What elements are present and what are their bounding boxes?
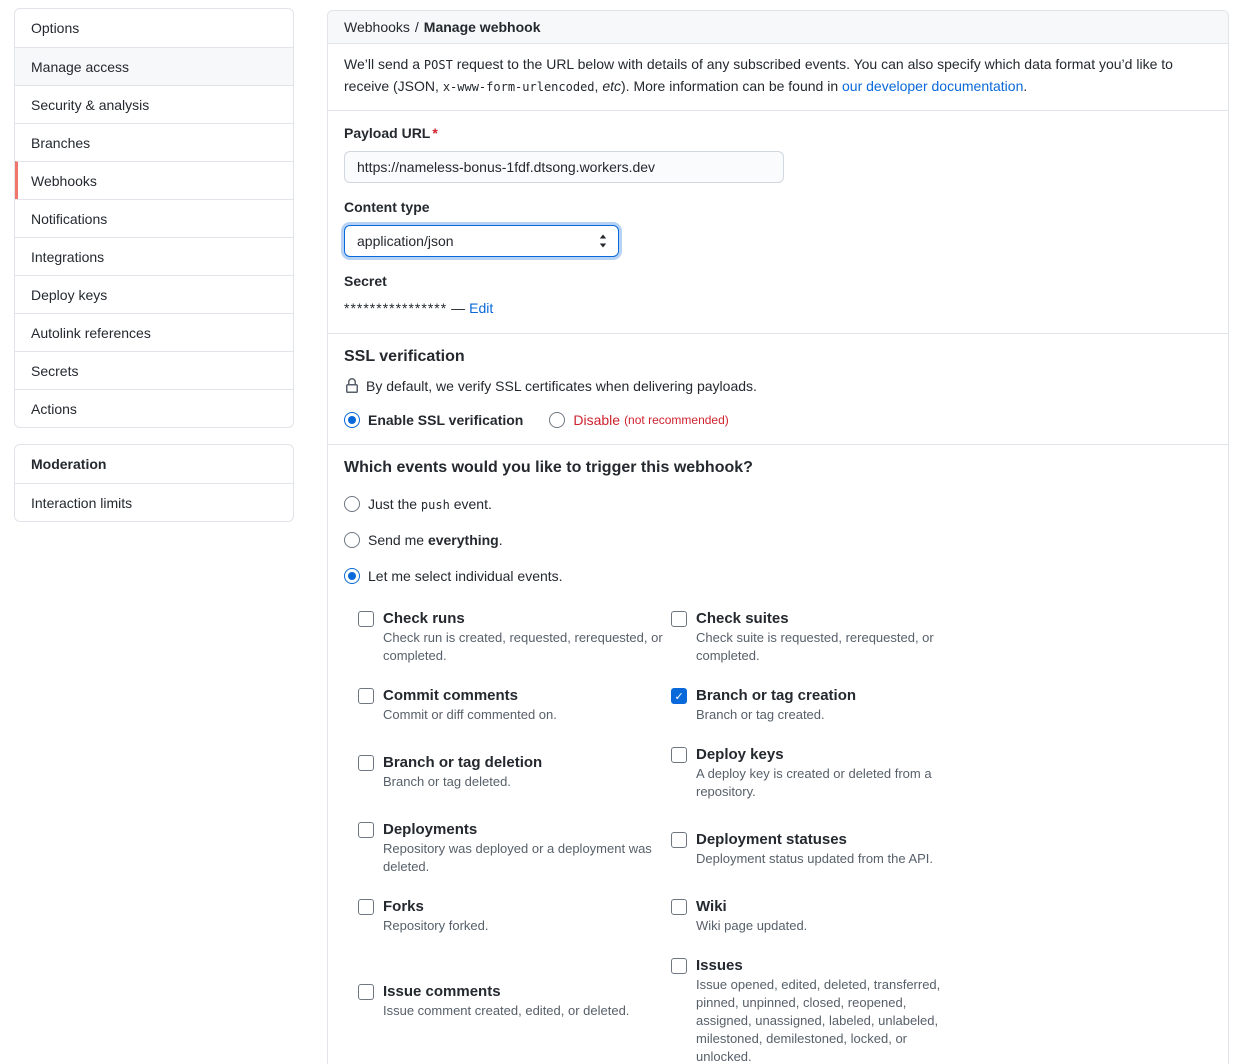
event-item-issues xyxy=(671,955,971,1064)
just-push-option xyxy=(344,493,1212,514)
payload-url-label xyxy=(344,123,1212,143)
wiki-checkbox[interactable] xyxy=(671,899,687,915)
sidebar-item-integrations[interactable] xyxy=(15,237,293,275)
sidebar-moderation-header xyxy=(15,445,293,483)
intro-text: ). More information can be found in xyxy=(621,78,843,94)
push-code: push xyxy=(420,497,450,512)
sidebar-item-label: Secrets xyxy=(31,362,79,379)
event-title: Issue comments xyxy=(383,983,501,1000)
intro-text: . xyxy=(1023,78,1028,94)
manage-webhook-panel xyxy=(327,10,1229,1064)
option-text: . xyxy=(498,531,503,548)
event-description: Issue opened, edited, deleted, transferred, pinned, unpinned, closed, reopened, assigned, unassigned, labeled, unlabeled, milestoned, demilestoned, locked, or unlocked. xyxy=(696,977,941,1064)
event-description: Check run is created, requested, rerequested, or completed. xyxy=(383,630,663,663)
option-text: event. xyxy=(449,495,492,512)
sidebar-item-manage-access[interactable] xyxy=(15,47,293,85)
lock-icon xyxy=(344,378,360,394)
sidebar-item-label: Integrations xyxy=(31,248,105,265)
event-title: Deploy keys xyxy=(696,746,784,763)
events-section xyxy=(328,445,1228,1064)
sidebar-item-label: Webhooks xyxy=(31,172,97,189)
send-everything-radio[interactable] xyxy=(344,532,360,548)
ssl-description-row xyxy=(344,376,1212,396)
sidebar-item-label: Manage access xyxy=(31,58,130,75)
option-text: Send me xyxy=(368,531,428,548)
sidebar-item-security-analysis[interactable] xyxy=(15,85,293,123)
event-column-left xyxy=(358,608,671,1064)
event-item-forks xyxy=(358,896,671,935)
breadcrumb-separator: / xyxy=(414,19,419,35)
sidebar-moderation-box xyxy=(14,444,294,522)
event-description: Commit or diff commented on. xyxy=(383,707,557,722)
event-item-issue-comments xyxy=(358,981,671,1020)
event-item-check-suites xyxy=(671,608,971,665)
just-push-label xyxy=(368,496,492,512)
send-everything-option xyxy=(344,529,1212,550)
event-description: Branch or tag created. xyxy=(696,707,825,722)
enable-ssl-label: Enable SSL verification xyxy=(368,412,524,428)
issues-checkbox[interactable] xyxy=(671,958,687,974)
just-push-radio[interactable] xyxy=(344,496,360,512)
settings-sidebar xyxy=(14,8,294,522)
event-item-deployments xyxy=(358,819,671,876)
ssl-verification-section xyxy=(328,334,1228,445)
deployments-checkbox[interactable] xyxy=(358,822,374,838)
event-item-branch-tag-creation xyxy=(671,685,971,724)
intro-text: request to the URL below with details of any subscribed events. You can also specify which data format you’d like to receive (JSON, xyxy=(344,56,1173,94)
payload-url-label-text: Payload URL xyxy=(344,125,431,141)
event-description: Deployment status updated from the API. xyxy=(696,851,934,866)
event-item-deploy-keys xyxy=(671,744,971,801)
secret-value-row xyxy=(344,299,1212,317)
sidebar-item-actions[interactable] xyxy=(15,389,293,427)
branch-tag-deletion-checkbox[interactable] xyxy=(358,755,374,771)
sidebar-item-label: Deploy keys xyxy=(31,286,108,303)
event-column-right xyxy=(671,608,971,1064)
sidebar-item-options[interactable] xyxy=(15,9,293,47)
secret-label: Secret xyxy=(344,273,387,289)
sidebar-item-label: Branches xyxy=(31,134,91,151)
event-description: Check suite is requested, rerequested, or completed. xyxy=(696,630,934,663)
event-checkbox-grid xyxy=(358,608,1212,1064)
branch-tag-creation-checkbox[interactable] xyxy=(671,688,687,704)
payload-url-input[interactable] xyxy=(344,151,784,183)
event-item-commit-comments xyxy=(358,685,671,724)
event-title: Commit comments xyxy=(383,687,519,704)
event-title: Wiki xyxy=(696,898,727,915)
sidebar-item-interaction-limits[interactable] xyxy=(15,483,293,521)
option-text: Just the xyxy=(368,495,421,512)
sidebar-item-autolink-references[interactable] xyxy=(15,313,293,351)
commit-comments-checkbox[interactable] xyxy=(358,688,374,704)
check-suites-checkbox[interactable] xyxy=(671,611,687,627)
event-title: Branch or tag creation xyxy=(696,687,857,704)
disable-ssl-warning: (not recommended) xyxy=(624,413,729,427)
event-description: A deploy key is created or deleted from a repository. xyxy=(696,766,932,799)
event-description: Branch or tag deleted. xyxy=(383,774,511,789)
event-item-check-runs xyxy=(358,608,671,665)
event-description: Repository forked. xyxy=(383,918,489,933)
developer-documentation-link[interactable]: our developer documentation xyxy=(842,78,1024,94)
sidebar-section-label: Moderation xyxy=(31,456,107,472)
disable-ssl-label: Disable xyxy=(573,412,621,428)
breadcrumb xyxy=(328,11,1228,44)
select-individual-label: Let me select individual events. xyxy=(368,567,563,584)
sidebar-item-label: Actions xyxy=(31,400,77,417)
select-individual-radio[interactable] xyxy=(344,568,360,584)
intro-text: We’ll send a xyxy=(344,56,424,72)
event-title: Check runs xyxy=(383,610,465,627)
event-item-deployment-statuses xyxy=(671,829,971,868)
sidebar-item-webhooks[interactable] xyxy=(15,161,293,199)
event-title: Deployment statuses xyxy=(696,831,847,848)
ssl-radio-row xyxy=(344,412,1212,428)
breadcrumb-webhooks-link[interactable]: Webhooks xyxy=(344,19,410,35)
deployment-statuses-checkbox[interactable] xyxy=(671,832,687,848)
events-question: Which events would you like to trigger this webhook? xyxy=(344,459,753,476)
event-item-branch-tag-deletion xyxy=(358,752,671,791)
etc-text: etc xyxy=(602,78,621,94)
secret-masked-value: **************** xyxy=(344,300,448,316)
forks-checkbox[interactable] xyxy=(358,899,374,915)
ssl-description: By default, we verify SSL certificates when delivering payloads. xyxy=(366,378,757,394)
select-individual-option xyxy=(344,565,1212,586)
intro-text: , xyxy=(594,78,603,94)
secret-edit-link[interactable]: Edit xyxy=(469,300,494,316)
content-type-select[interactable] xyxy=(344,225,619,257)
deploy-keys-checkbox[interactable] xyxy=(671,747,687,763)
sidebar-main-box xyxy=(14,8,294,428)
send-everything-label xyxy=(368,532,503,548)
content-type-select-wrap xyxy=(344,225,619,257)
everything-bold: everything xyxy=(427,531,499,548)
post-code: POST xyxy=(423,58,453,72)
sidebar-item-label: Interaction limits xyxy=(31,494,133,511)
urlencoded-code: x-www-form-urlencoded xyxy=(442,80,595,94)
sidebar-item-notifications[interactable] xyxy=(15,199,293,237)
sidebar-item-label: Notifications xyxy=(31,210,108,227)
disable-ssl-radio[interactable] xyxy=(549,412,565,428)
sidebar-item-branches[interactable] xyxy=(15,123,293,161)
page-title: Manage webhook xyxy=(423,19,541,35)
event-title: Issues xyxy=(696,957,743,974)
webhook-config-section xyxy=(328,111,1228,334)
sidebar-item-secrets[interactable] xyxy=(15,351,293,389)
event-title: Forks xyxy=(383,898,424,915)
event-title: Deployments xyxy=(383,821,478,838)
event-description: Wiki page updated. xyxy=(696,918,808,933)
required-asterisk: * xyxy=(432,125,438,141)
event-description: Issue comment created, edited, or deleted. xyxy=(383,1003,630,1018)
ssl-section-title: SSL verification xyxy=(344,348,465,365)
event-item-wiki xyxy=(671,896,971,935)
issue-comments-checkbox[interactable] xyxy=(358,984,374,1000)
webhook-intro-text xyxy=(328,44,1228,111)
event-title: Check suites xyxy=(696,610,789,627)
event-title: Branch or tag deletion xyxy=(383,754,543,771)
content-type-label: Content type xyxy=(344,199,430,215)
sidebar-item-label: Security & analysis xyxy=(31,96,150,113)
sidebar-item-label: Options xyxy=(31,20,80,36)
secret-separator: — xyxy=(451,300,466,316)
check-runs-checkbox[interactable] xyxy=(358,611,374,627)
event-description: Repository was deployed or a deployment was deleted. xyxy=(383,841,652,874)
sidebar-item-label: Autolink references xyxy=(31,324,151,341)
sidebar-item-deploy-keys[interactable] xyxy=(15,275,293,313)
enable-ssl-radio[interactable] xyxy=(344,412,360,428)
